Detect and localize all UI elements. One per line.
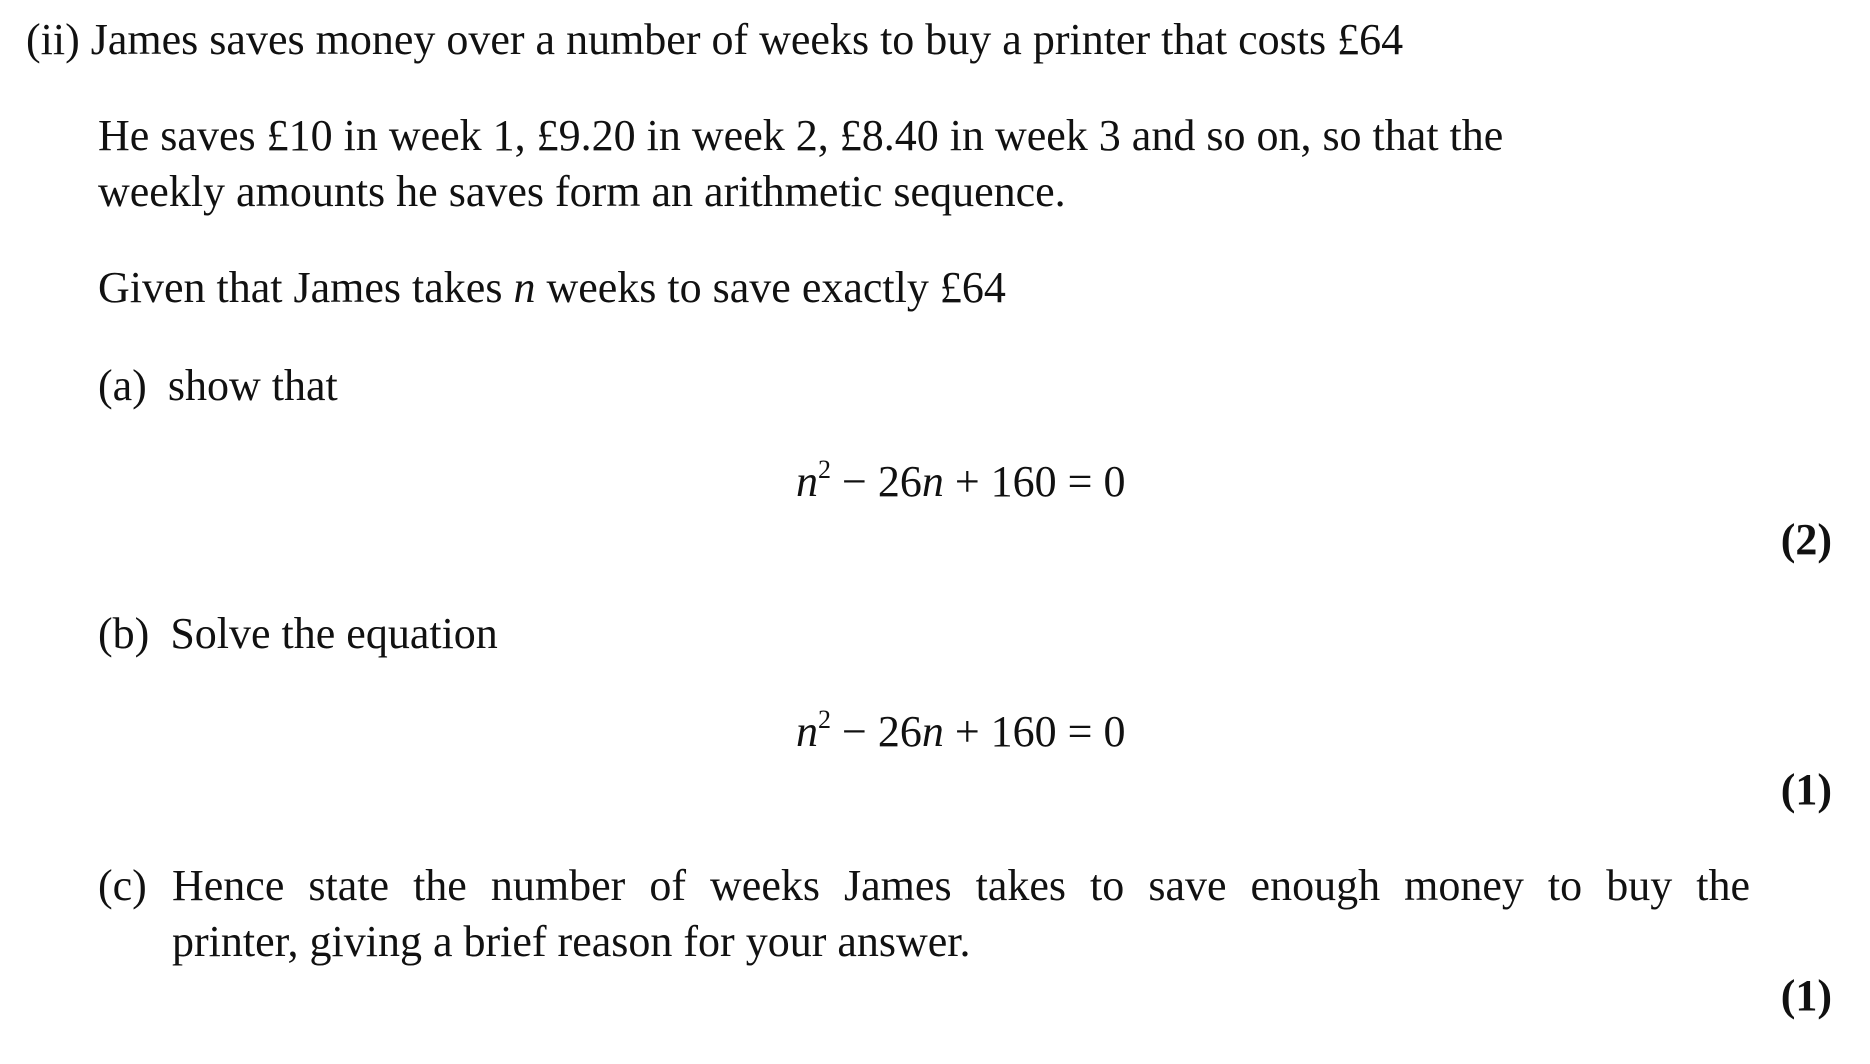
part-c-label: (c) [98,861,147,910]
eq-a-mid: − 26 [831,457,922,506]
intro-text: James saves money over a number of weeks to buy a printer that costs £64 [90,15,1404,64]
eq-b-var-n2: n [921,707,944,756]
eq-b-exponent: 2 [818,705,831,734]
part-c-text-line-1: Hence state the number of weeks James takes to save enough money to buy the [172,861,1750,910]
part-a-text: show that [167,361,338,410]
description-line-1: He saves £10 in week 1, £9.20 in week 2, £8.40 in week 3 and so on, so that the [98,111,1504,160]
eq-a-var-n2: n [921,457,944,506]
part-c-marks: (1) [1780,971,1832,1020]
given-after: weeks to save exactly £64 [535,263,1006,312]
part-b-marks: (1) [1780,765,1832,814]
part-b-equation [796,704,1125,760]
eq-a-tail: + 160 = 0 [943,457,1126,506]
given-statement [98,260,1006,316]
part-c-text-line-2: printer, giving a brief reason for your answer. [172,917,971,966]
part-b-text: Solve the equation [170,609,498,658]
part-label-ii: (ii) [26,15,80,64]
part-a-equation [796,454,1125,510]
given-before: Given that James takes [98,263,514,312]
part-b-label: (b) [98,609,150,658]
part-b-prompt [98,606,498,662]
eq-b-mid: − 26 [831,707,922,756]
part-a-marks: (2) [1780,515,1832,564]
given-var: n [513,263,536,312]
description-line-2: weekly amounts he saves form an arithmetic sequence. [98,167,1066,216]
eq-b-tail: + 160 = 0 [943,707,1126,756]
question-intro [26,12,1403,68]
part-a-label: (a) [98,361,147,410]
eq-a-var-n: n [796,457,818,506]
eq-a-exponent: 2 [818,455,831,484]
part-a-prompt [98,358,338,414]
eq-b-var-n: n [796,707,818,756]
